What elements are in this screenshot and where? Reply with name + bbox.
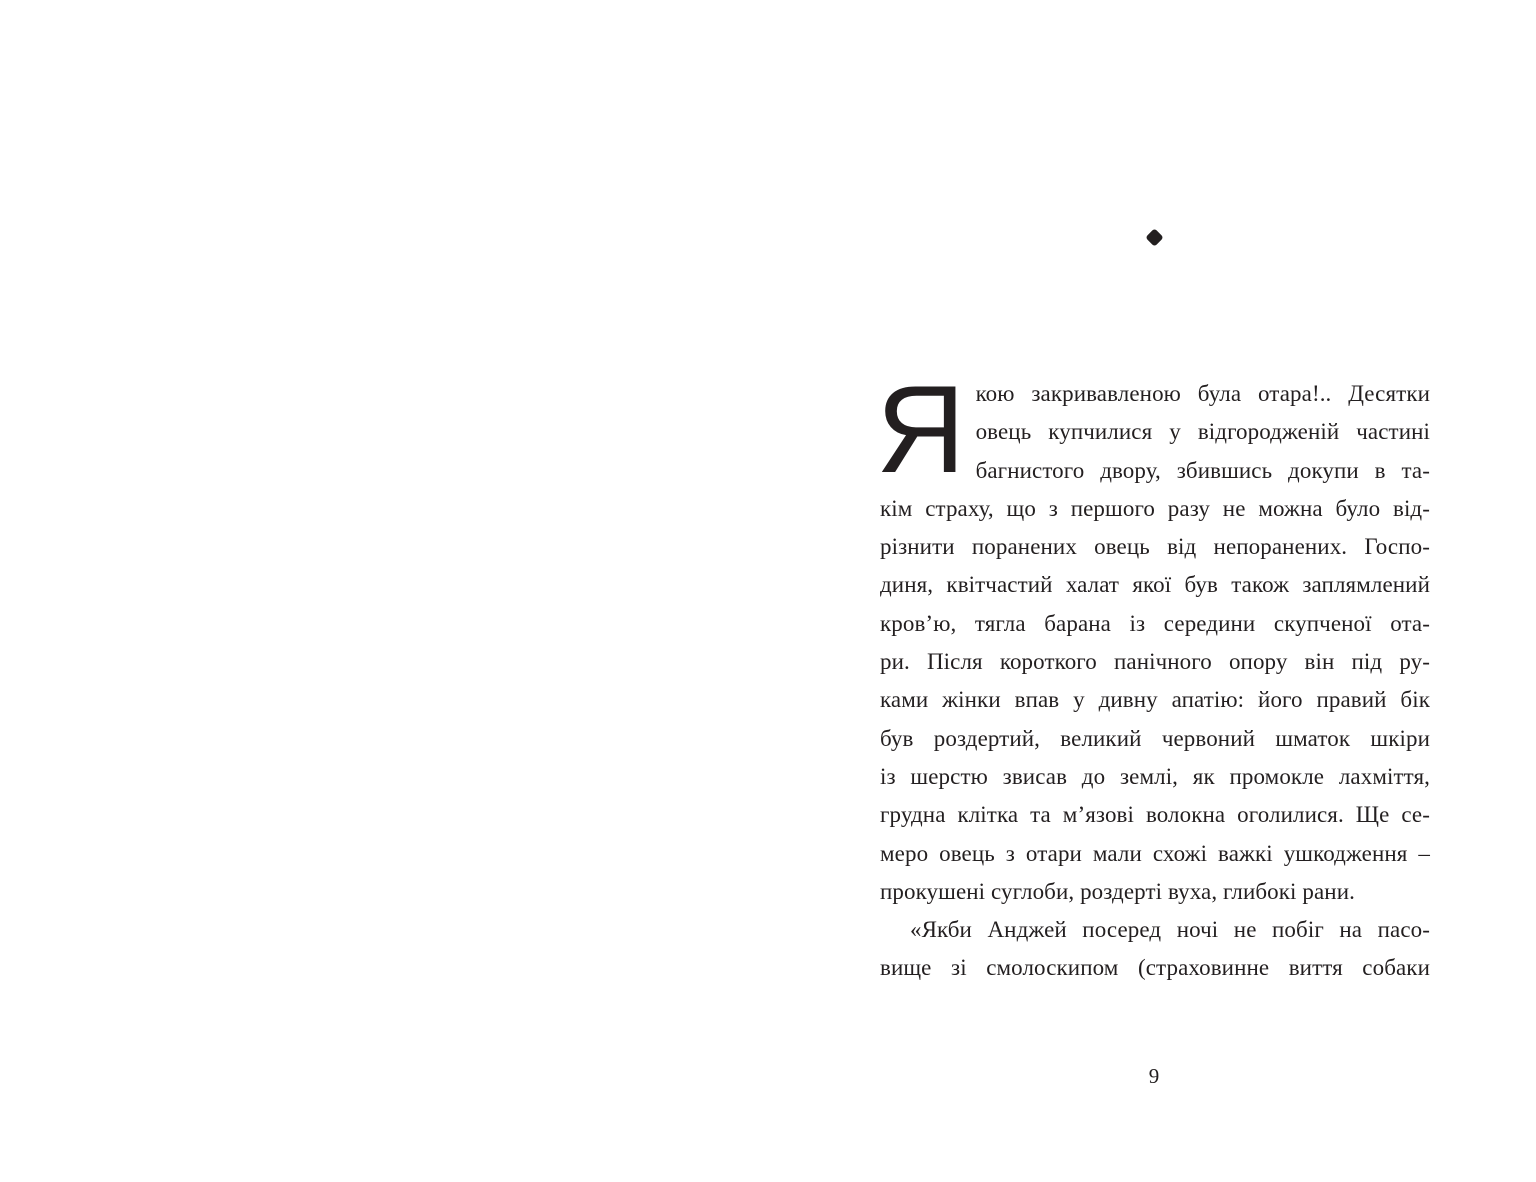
text-line: грудна клітка та м’язові волокна оголилися. Ще се-: [880, 802, 1430, 828]
text-line: овець купчилися у відгородженій частині: [975, 419, 1430, 445]
text-line: багнистого двору, збившись докупи в та-: [975, 457, 1430, 483]
text-line: прокушені суглоби, роздерті вуха, глибокі рани.: [880, 878, 1355, 904]
drop-cap: Я: [876, 361, 966, 499]
text-line: різнити поранених овець від непоранених. Госпо-: [880, 534, 1430, 560]
text-line: диня, квітчастий халат якої був також заплямлений: [880, 572, 1430, 598]
body-text: [876, 361, 1430, 988]
text-line: «Якби Анджей посеред ночі не побіг на пасо-: [910, 917, 1430, 943]
text-line: вище зі смолоскипом (страховинне виття собаки: [880, 955, 1430, 981]
text-line: кім страху, що з першого разу не можна було від-: [880, 495, 1430, 521]
text-line: ками жінки впав у дивну апатію: його правий бік: [880, 687, 1430, 713]
text-line: меро овець з отари мали схожі важкі ушкодження –: [880, 840, 1430, 866]
paragraph-1: [876, 361, 1430, 911]
text-line: ри. Після короткого панічного опору він під ру-: [880, 649, 1430, 675]
text-line: із шерстю звисав до землі, як промокле лахміття,: [880, 763, 1430, 789]
page-number: 9: [1148, 1064, 1160, 1088]
text-line: кою закривавленою була отара!.. Десятки: [975, 381, 1430, 406]
text-line: був роздертий, великий червоний шматок шкіри: [880, 725, 1430, 751]
text-line: кров’ю, тягла барана із середини скупченої ота-: [880, 610, 1430, 636]
paragraph-2: [880, 911, 1430, 988]
